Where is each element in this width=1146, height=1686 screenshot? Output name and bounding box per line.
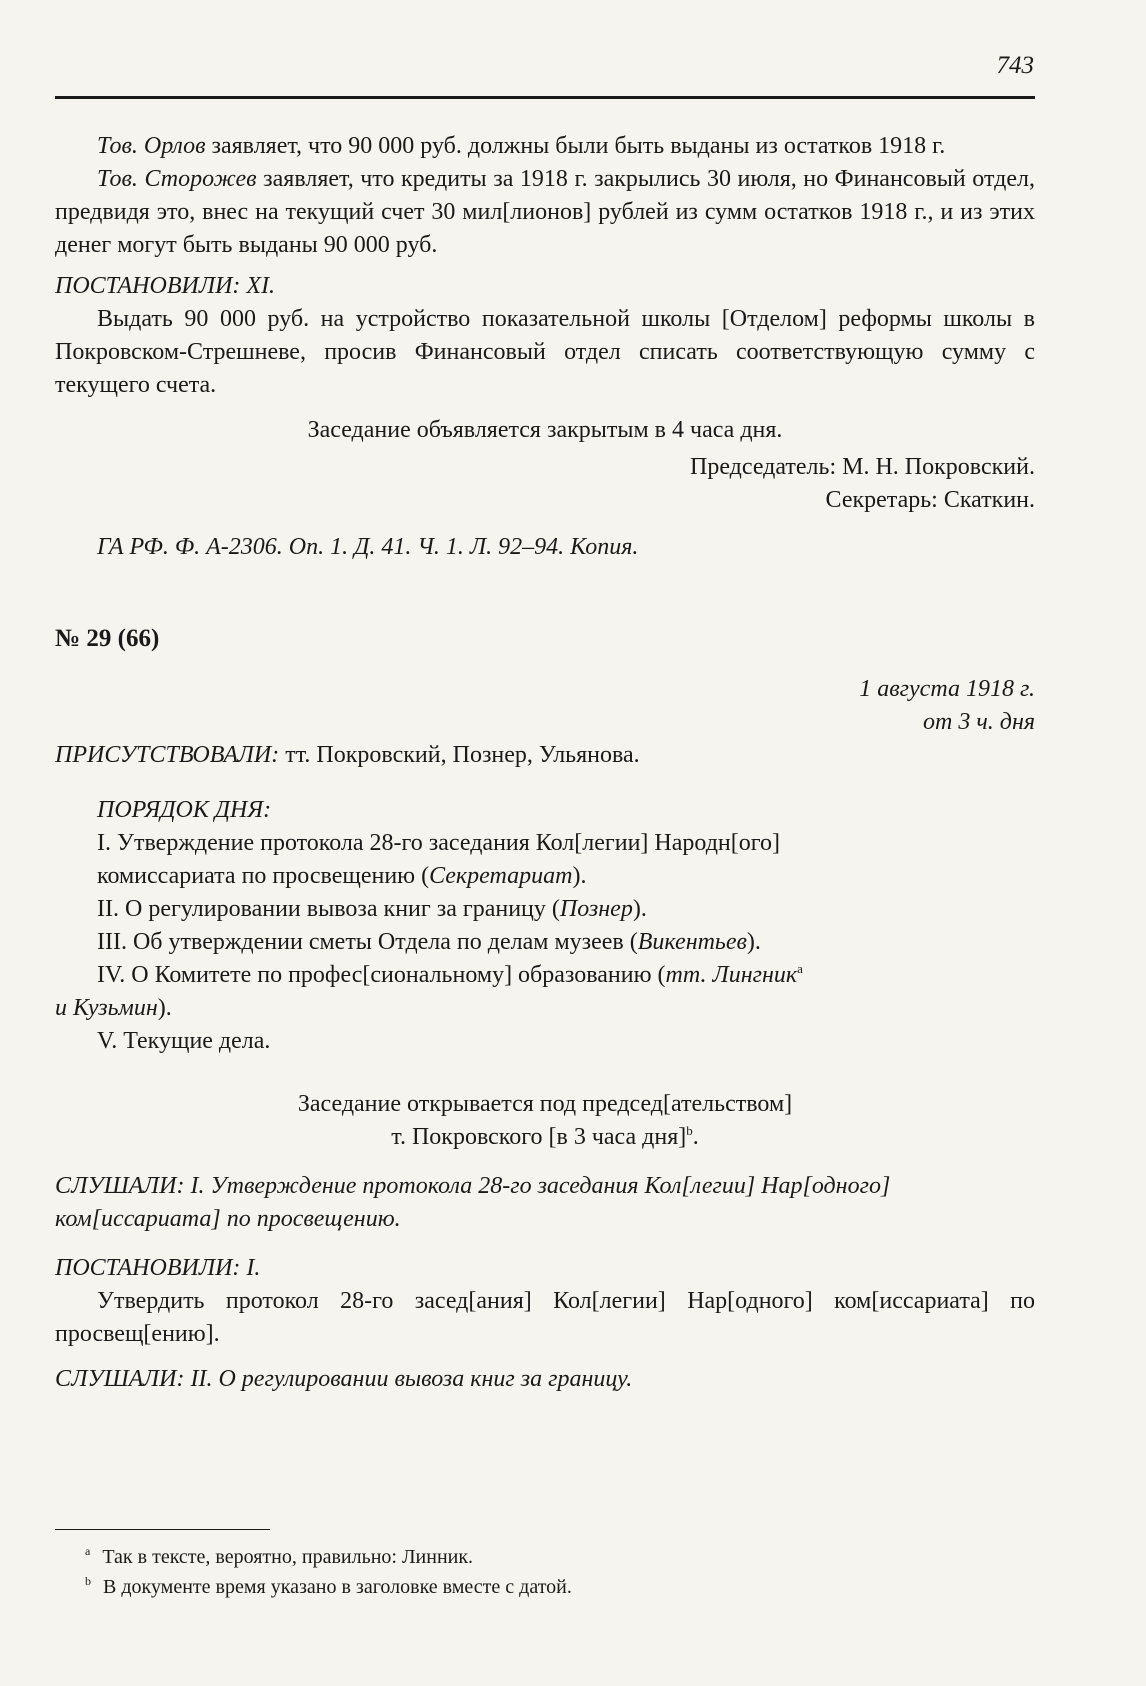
- agenda-item-text: II. О регулировании вывоза книг за границу (: [97, 896, 560, 922]
- opening-text: т. Покровского [в 3 часа дня]: [391, 1124, 687, 1150]
- resolved-heading-xi: ПОСТАНОВИЛИ: XI.: [55, 273, 276, 299]
- statement-text: заявляет, что кредиты за 1918 г. закрылись 30 июля, но Финансовый отдел, предвидя это, внес на текущий счет 30 мил[лионов] рублей из сумм остатков 1918 г., и из этих денег могут быть выданы 90 000 руб.: [55, 166, 1035, 258]
- footnote-marker: b: [686, 1123, 693, 1138]
- statement-text: заявляет, что 90 000 руб. должны были быть выданы из остатков 1918 г.: [205, 133, 946, 159]
- agenda-item-4: [97, 959, 1035, 992]
- agenda-item-4-cont: и Кузьмин).: [55, 995, 172, 1021]
- agenda-item-3: III. Об утверждении сметы Отдела по делам музеев (Викентьев).: [97, 929, 761, 955]
- present-line: [55, 739, 1035, 772]
- present-names: тт. Покровский, Познер, Ульянова.: [279, 742, 640, 768]
- footnote-mark: a: [85, 1544, 91, 1559]
- footnote-b: [85, 1572, 1035, 1602]
- resolved-text-1: Утвердить протокол 28-го засед[ания] Кол[легии] Нар[одного] ком[иссариата] по просвещ[ению].: [55, 1288, 1035, 1347]
- footnote-a: [85, 1542, 1035, 1572]
- document-time: от 3 ч. дня: [923, 709, 1035, 735]
- agenda-heading: ПОРЯДОК ДНЯ:: [97, 797, 272, 823]
- footnote-mark: b: [85, 1574, 91, 1589]
- footnote-marker: а: [797, 961, 803, 976]
- agenda-item-2: II. О регулировании вывоза книг за границу (Познер).: [97, 896, 647, 922]
- footnote-rule: [55, 1529, 270, 1530]
- agenda-item-text: I. Утверждение протокола 28-го заседания Кол[легии] Народн[ого]: [97, 830, 780, 856]
- resolved-text-xi: Выдать 90 000 руб. на устройство показательной школы [Отделом] реформы школы в Покровском-Стрешневе, просив Финансовый отдел списать соответствующую сумму с текущего счета.: [55, 306, 1035, 398]
- secretary-signature: Секретарь: Скаткин.: [825, 487, 1035, 513]
- agenda-item-speaker: Познер: [559, 896, 633, 922]
- closing-statement: Заседание объявляется закрытым в 4 часа дня.: [307, 417, 783, 443]
- chairman-signature: Председатель: М. Н. Покровский.: [690, 454, 1035, 480]
- agenda-item-speaker: Секретариат: [429, 863, 573, 889]
- document-number: № 29 (66): [55, 625, 160, 652]
- agenda-item-text: IV. О Комитете по профес[сиональному] образованию (: [97, 962, 666, 988]
- agenda-item-1-cont: комиссариата по просвещению (Секретариат).: [97, 863, 587, 889]
- resolved-heading-1: ПОСТАНОВИЛИ: I.: [55, 1255, 261, 1281]
- agenda-item-speaker: и Кузьмин: [55, 995, 158, 1021]
- heard-item-2: СЛУШАЛИ: II. О регулировании вывоза книг за границу.: [55, 1366, 633, 1392]
- opening-statement-line1: Заседание открывается под председ[ательством]: [297, 1091, 793, 1117]
- archival-source: ГА РФ. Ф. А-2306. Оп. 1. Д. 41. Ч. 1. Л. 92–94. Копия.: [97, 534, 639, 560]
- spacer: [55, 1058, 1035, 1088]
- statement-orlov: [55, 130, 1035, 163]
- page-number: 743: [996, 52, 1034, 79]
- document-body: [55, 130, 1035, 1396]
- heard-item-1: СЛУШАЛИ: I. Утверждение протокола 28-го заседания Кол[легии] Нар[одного] ком[иссариата] по просвещению.: [55, 1173, 891, 1232]
- agenda-item-1: [97, 827, 1035, 860]
- header-rule: [55, 96, 1035, 99]
- document-date: 1 августа 1918 г.: [859, 676, 1035, 702]
- agenda-item-speaker: Викентьев: [637, 929, 747, 955]
- agenda-item-text: комиссариата по просвещению (: [97, 863, 430, 889]
- footnotes: [55, 1529, 1035, 1602]
- agenda-item-speaker: тт. Лингник: [665, 962, 798, 988]
- statement-storozhev: [55, 163, 1035, 262]
- speaker-name: Тов. Орлов: [97, 133, 206, 159]
- agenda-item-text: III. Об утверждении сметы Отдела по делам музеев (: [97, 929, 638, 955]
- agenda: [55, 794, 1035, 1058]
- present-label: ПРИСУТСТВОВАЛИ:: [55, 742, 280, 768]
- agenda-item-5: V. Текущие дела.: [97, 1028, 271, 1054]
- footnote-text: В документе время указано в заголовке вместе с датой.: [103, 1576, 572, 1598]
- speaker-name: Тов. Сторожев: [97, 166, 257, 192]
- opening-statement-line2: т. Покровского [в 3 часа дня]$^b$.: [391, 1123, 699, 1150]
- footnote-text: Так в тексте, вероятно, правильно: Линник.: [102, 1546, 474, 1568]
